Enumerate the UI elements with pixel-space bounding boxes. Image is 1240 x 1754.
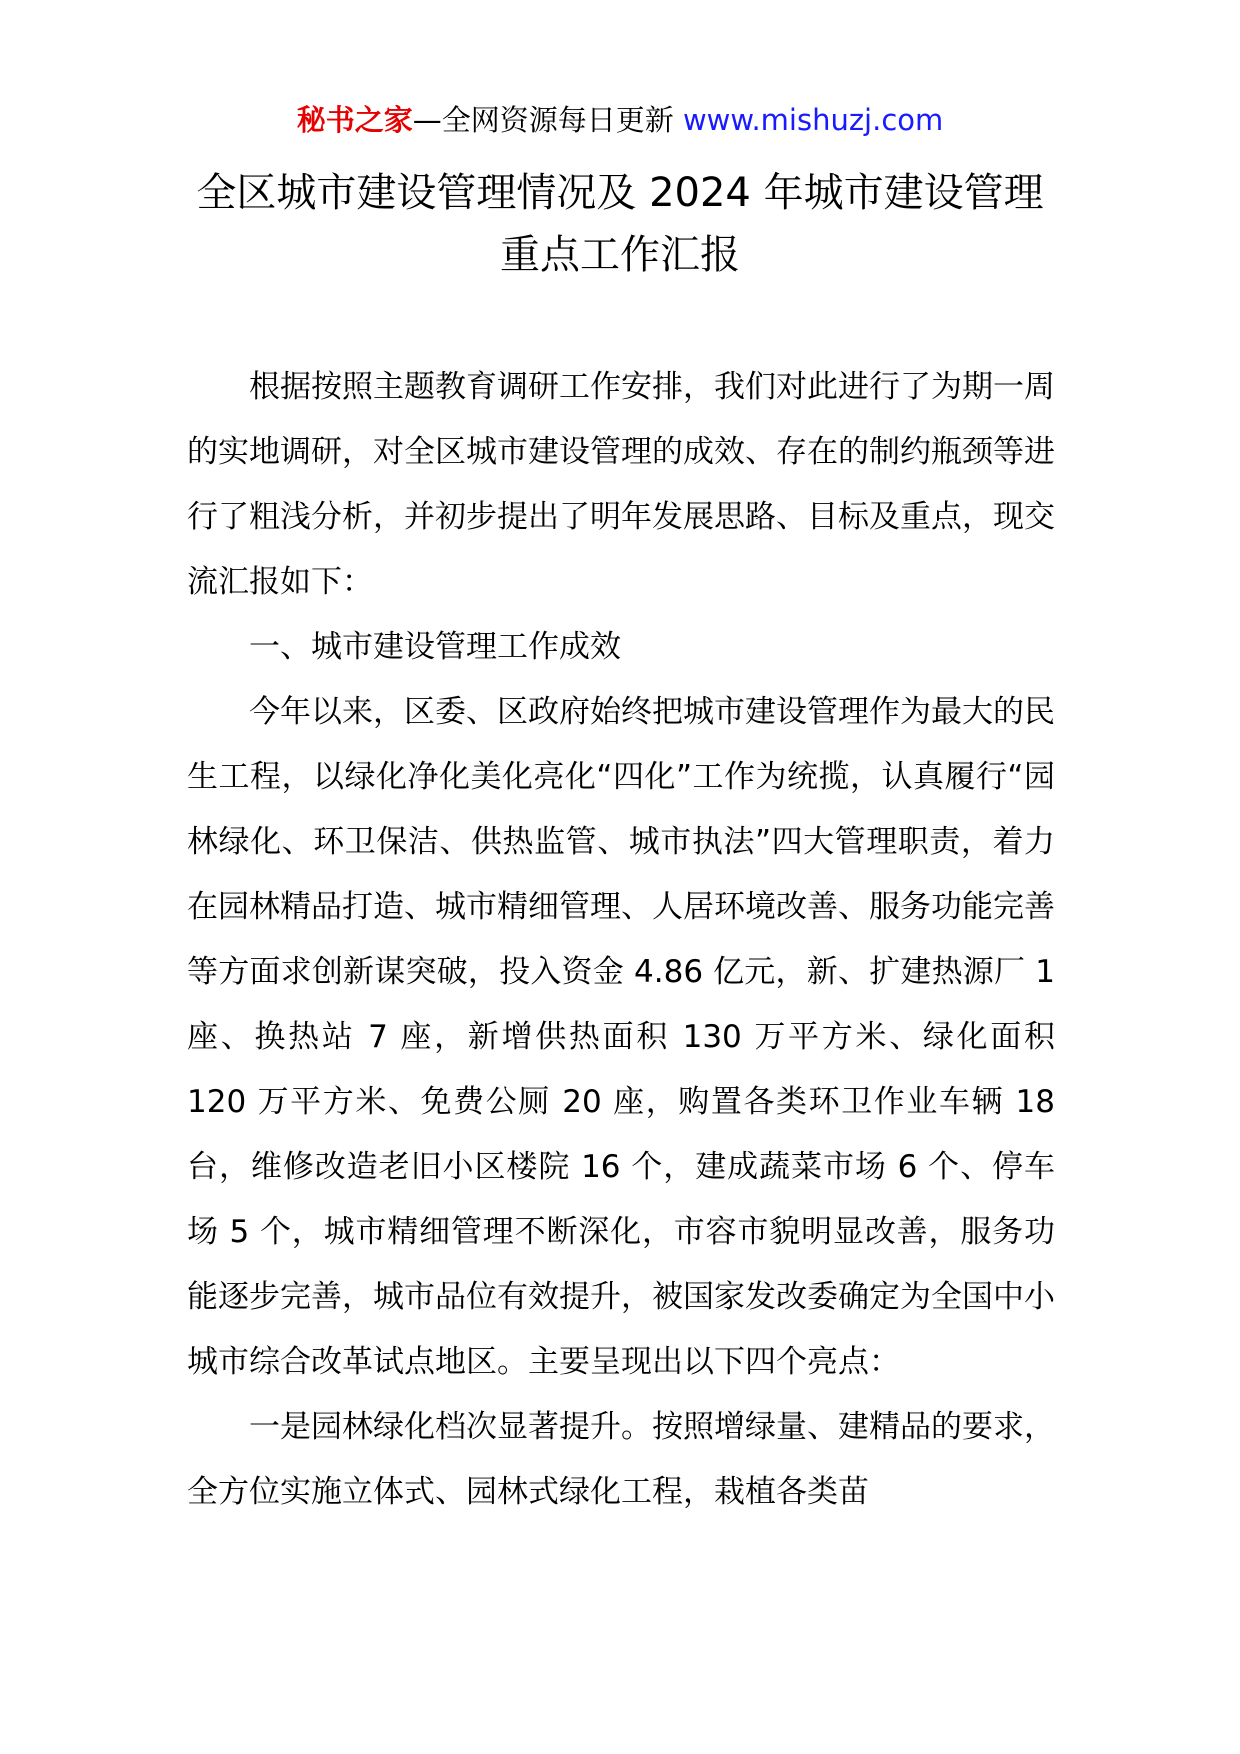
- title-line-1: 全区城市建设管理情况及 2024 年城市建设管理: [196, 170, 1044, 216]
- body-paragraph: 一是园林绿化档次显著提升。按照增绿量、建精品的要求，全方位实施立体式、园林式绿化工程，栽植各类苗: [187, 1409, 1055, 1510]
- banner-slogan: —全网资源每日更新: [412, 103, 674, 137]
- section-heading: 一、城市建设管理工作成效: [249, 629, 621, 665]
- banner-brand: 秘书之家: [296, 103, 413, 137]
- title-line-2: 重点工作汇报: [500, 232, 740, 278]
- intro-paragraph: 根据按照主题教育调研工作安排，我们对此进行了为期一周的实地调研，对全区城市建设管理的成效、存在的制约瓶颈等进行了粗浅分析，并初步提出了明年发展思路、目标及重点，现交流汇报如下：: [187, 369, 1055, 600]
- banner-url-link[interactable]: www.mishuzj.com: [682, 103, 944, 137]
- document-body: [187, 355, 1055, 1525]
- site-banner: [0, 100, 1240, 140]
- body-paragraph: 今年以来，区委、区政府始终把城市建设管理作为最大的民生工程，以绿化净化美化亮化“四化”工作为统揽，认真履行“园林绿化、环卫保洁、供热监管、城市执法”四大管理职责，着力在园林精品打造、城市精细管理、人居环境改善、服务功能完善等方面求创新谋突破，投入资金 4.86 亿元，新、扩建热源厂 1 座、换热站 7 座，新增供热面积 130 万平方米、绿化面积 120 万平方米、免费公厕 20 座，购置各类环卫作业车辆 18 台，维修改造老旧小区楼院 16 个，建成蔬菜市场 6 个、停车场 5 个，城市精细管理不断深化，市容市貌明显改善，服务功能逐步完善，城市品位有效提升，被国家发改委确定为全国中小城市综合改革试点地区。主要呈现出以下四个亮点：: [187, 694, 1055, 1380]
- document-title: [0, 162, 1240, 286]
